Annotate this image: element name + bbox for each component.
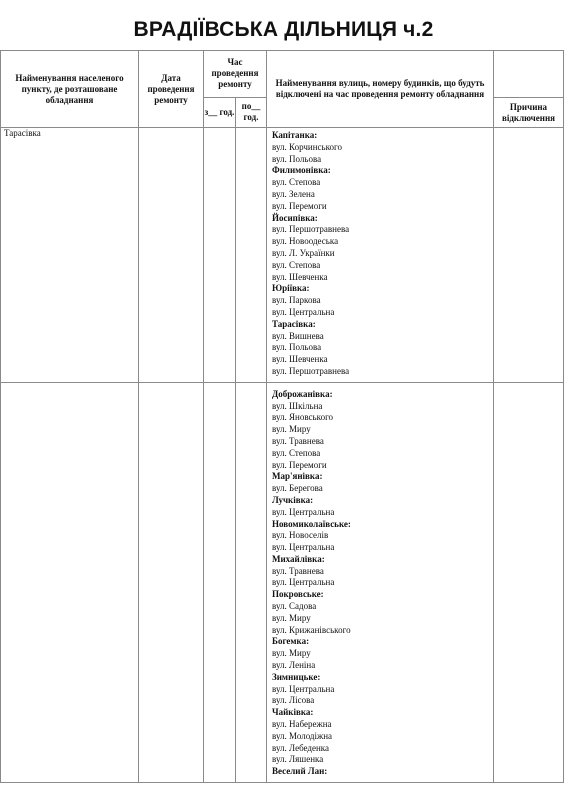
header-reason-cell (494, 51, 564, 128)
street-name: вул. Степова (272, 177, 321, 188)
street-name: вул. Перемоги (272, 200, 327, 211)
street-name: вул. Шевченка (272, 271, 328, 282)
street-name: вул. Леніна (272, 660, 316, 671)
street-name: вул. Першотравнева (272, 224, 350, 235)
village-name: Богемка: (272, 636, 310, 647)
street-name: вул. Центральна (272, 506, 335, 517)
street-name: вул. Молодіжна (272, 730, 333, 741)
street-name: вул. Першотравнева (272, 365, 350, 376)
street-name: вул. Набережна (272, 719, 332, 730)
header-locality: Найменування населеного пункту, де розташоване обладнання (1, 51, 139, 128)
street-name: вул. Лебеденка (272, 742, 330, 753)
street-name: вул. Л. Українки (272, 247, 335, 258)
page-title: ВРАДІЇВСЬКА ДІЛЬНИЦЯ ч.2 (133, 18, 434, 41)
street-name: вул. Миру (272, 612, 311, 623)
table-header (1, 51, 564, 128)
street-name: вул. Травнева (272, 435, 324, 446)
header-reason: Причина відключення (494, 97, 563, 127)
locality-cell (1, 382, 139, 782)
street-name: вул. Берегова (272, 483, 323, 494)
village-name: Новомиколаївське: (272, 518, 351, 529)
village-name: Лучківка: (272, 494, 314, 505)
village-name: Юріївка: (272, 283, 310, 294)
street-name: вул. Ляшенка (272, 754, 324, 765)
street-name: вул. Шевченка (272, 354, 328, 365)
header-time-from: з__ год. (204, 97, 236, 127)
street-name: вул. Паркова (272, 295, 321, 306)
village-name: Зимницьке: (272, 671, 321, 682)
locality-cell: Тарасівка (1, 128, 139, 383)
street-name: вул. Новоселів (272, 530, 329, 541)
village-name: Капітанка: (272, 130, 318, 140)
street-name: вул. Зелена (272, 188, 315, 199)
street-name: вул. Польова (272, 153, 322, 164)
street-name: вул. Степова (272, 259, 321, 270)
streets-cell (267, 128, 494, 383)
street-name: вул. Центральна (272, 577, 335, 588)
time-from-cell (204, 382, 236, 782)
street-name: вул. Лісова (272, 695, 315, 706)
reason-cell (494, 382, 564, 782)
header-streets: Найменування вулиць, номеру будинків, що будуть відключені на час проведення ремонту обладнання (267, 51, 494, 128)
street-name: вул. Яновського (272, 412, 334, 423)
street-name: вул. Польова (272, 342, 322, 353)
village-name: Михайлівка: (272, 553, 325, 564)
street-name: вул. Новоодеська (272, 236, 339, 247)
date-cell (139, 382, 204, 782)
header-time: Час проведення ремонту (204, 51, 267, 98)
street-name: вул. Крижанівського (272, 624, 351, 635)
village-name: Йосипівка: (272, 212, 318, 223)
street-name: вул. Корчинського (272, 141, 343, 152)
village-name: Веселий Лан: (272, 766, 328, 777)
time-to-cell (236, 382, 267, 782)
outage-schedule-table (0, 50, 564, 783)
reason-cell (494, 128, 564, 383)
table-row (1, 382, 564, 782)
street-name: вул. Травнева (272, 565, 324, 576)
street-name: вул. Центральна (272, 683, 335, 694)
time-to-cell (236, 128, 267, 383)
village-name: Филимонівка: (272, 165, 331, 176)
time-from-cell (204, 128, 236, 383)
street-name: вул. Миру (272, 424, 311, 435)
village-name: Мар'янівка: (272, 471, 323, 482)
street-name: вул. Вишнева (272, 330, 324, 341)
header-time-to: по__ год. (236, 97, 267, 127)
street-name: вул. Садова (272, 601, 317, 612)
street-name: вул. Центральна (272, 306, 335, 317)
village-name: Покровське: (272, 589, 324, 600)
date-cell (139, 128, 204, 383)
streets-cell (267, 382, 494, 782)
village-name: Чайківка: (272, 707, 314, 718)
village-name: Тарасівка: (272, 318, 316, 329)
header-date: Дата проведення ремонту (139, 51, 204, 128)
street-name: вул. Степова (272, 447, 321, 458)
street-name: вул. Миру (272, 648, 311, 659)
village-name: Доброжанівка: (272, 388, 333, 399)
street-name: вул. Центральна (272, 542, 335, 553)
street-name: вул. Шкільна (272, 400, 323, 411)
table-row (1, 128, 564, 383)
street-name: вул. Перемоги (272, 459, 327, 470)
